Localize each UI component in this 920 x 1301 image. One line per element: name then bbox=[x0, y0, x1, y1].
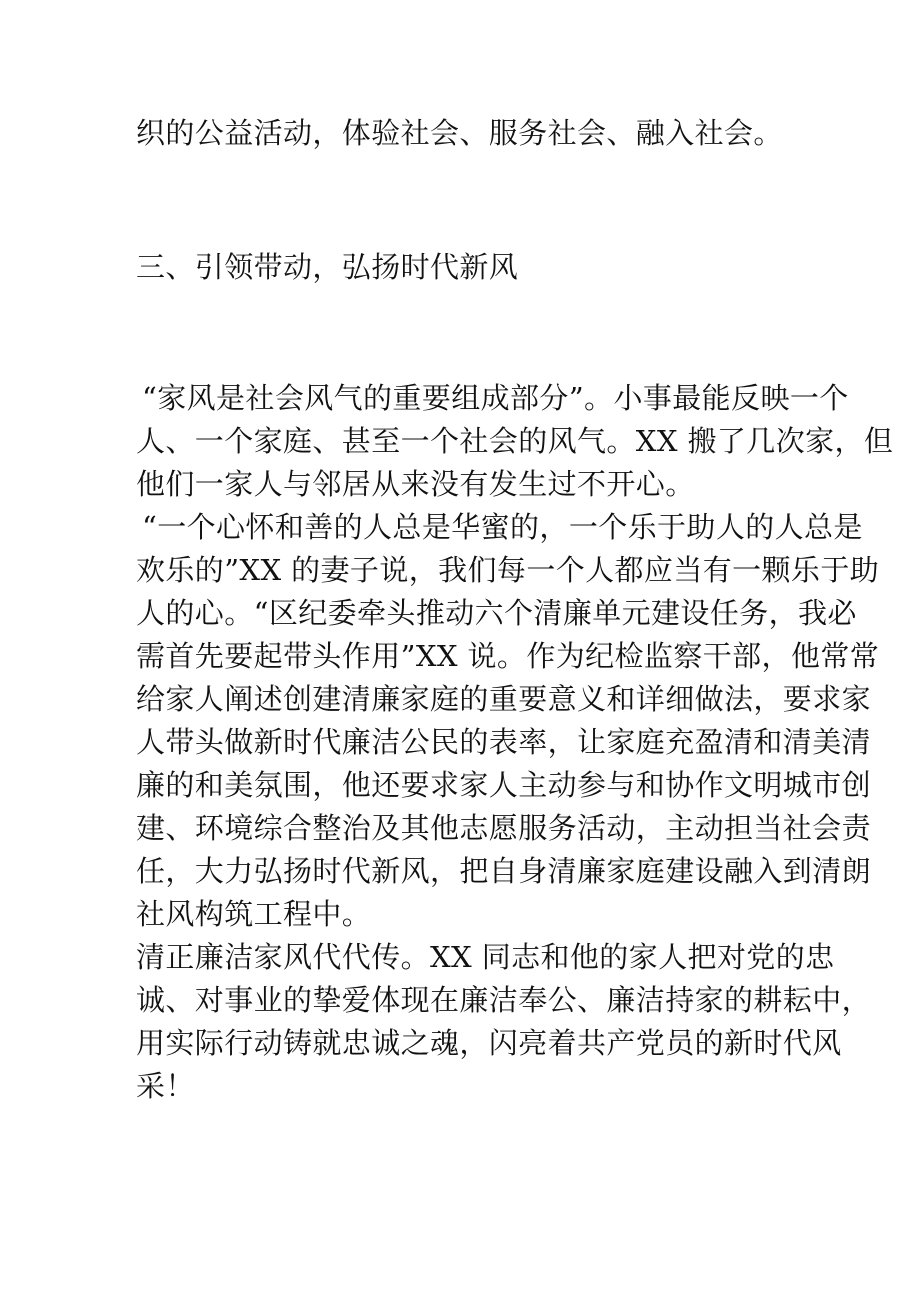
paragraph-line: 人带头做新时代廉洁公民的表率，让家庭充盈清和清美清 bbox=[136, 725, 872, 759]
paragraph-line: 建、环境综合整治及其他志愿服务活动，主动担当社会责 bbox=[136, 811, 872, 845]
paragraph-line: 人、一个家庭、甚至一个社会的风气。XX 搬了几次家，但 bbox=[136, 424, 894, 458]
paragraph-line: 任，大力弘扬时代新风，把自身清廉家庭建设融入到清朗 bbox=[136, 854, 872, 888]
paragraph-line: 廉的和美氛围，他还要求家人主动参与和协作文明城市创 bbox=[136, 768, 872, 802]
paragraph-line: 采！ bbox=[136, 1069, 195, 1103]
paragraph-line: “一个心怀和善的人总是华蜜的，一个乐于助人的人总是 bbox=[142, 510, 863, 544]
paragraph-line: 他们一家人与邻居从来没有发生过不开心。 bbox=[136, 467, 695, 501]
paragraph-line: 给家人阐述创建清廉家庭的重要意义和详细做法，要求家 bbox=[136, 682, 872, 716]
paragraph-line: 欢乐的”XX 的妻子说，我们每一个人都应当有一颗乐于助 bbox=[136, 553, 880, 587]
paragraph-line: 用实际行动铸就忠诚之魂，闪亮着共产党员的新时代风 bbox=[136, 1026, 842, 1060]
text-line-continuation: 织的公益活动，体验社会、服务社会、融入社会。 bbox=[136, 116, 783, 150]
paragraph-line: 社风构筑工程中。 bbox=[136, 897, 372, 931]
paragraph-line: 诚、对事业的挚爱体现在廉洁奉公、廉洁持家的耕耘中， bbox=[136, 983, 872, 1017]
paragraph-line: “家风是社会风气的重要组成部分”。小事最能反映一个 bbox=[142, 381, 849, 415]
section-heading: 三、引领带动，弘扬时代新风 bbox=[136, 250, 519, 284]
paragraph-line: 人的心。“区纪委牵头推动六个清廉单元建设任务，我必 bbox=[136, 596, 857, 630]
paragraph-line: 需首先要起带头作用”XX 说。作为纪检监察干部，他常常 bbox=[136, 639, 880, 673]
paragraph-line: 清正廉洁家风代代传。XX 同志和他的家人把对党的忠 bbox=[136, 940, 835, 974]
